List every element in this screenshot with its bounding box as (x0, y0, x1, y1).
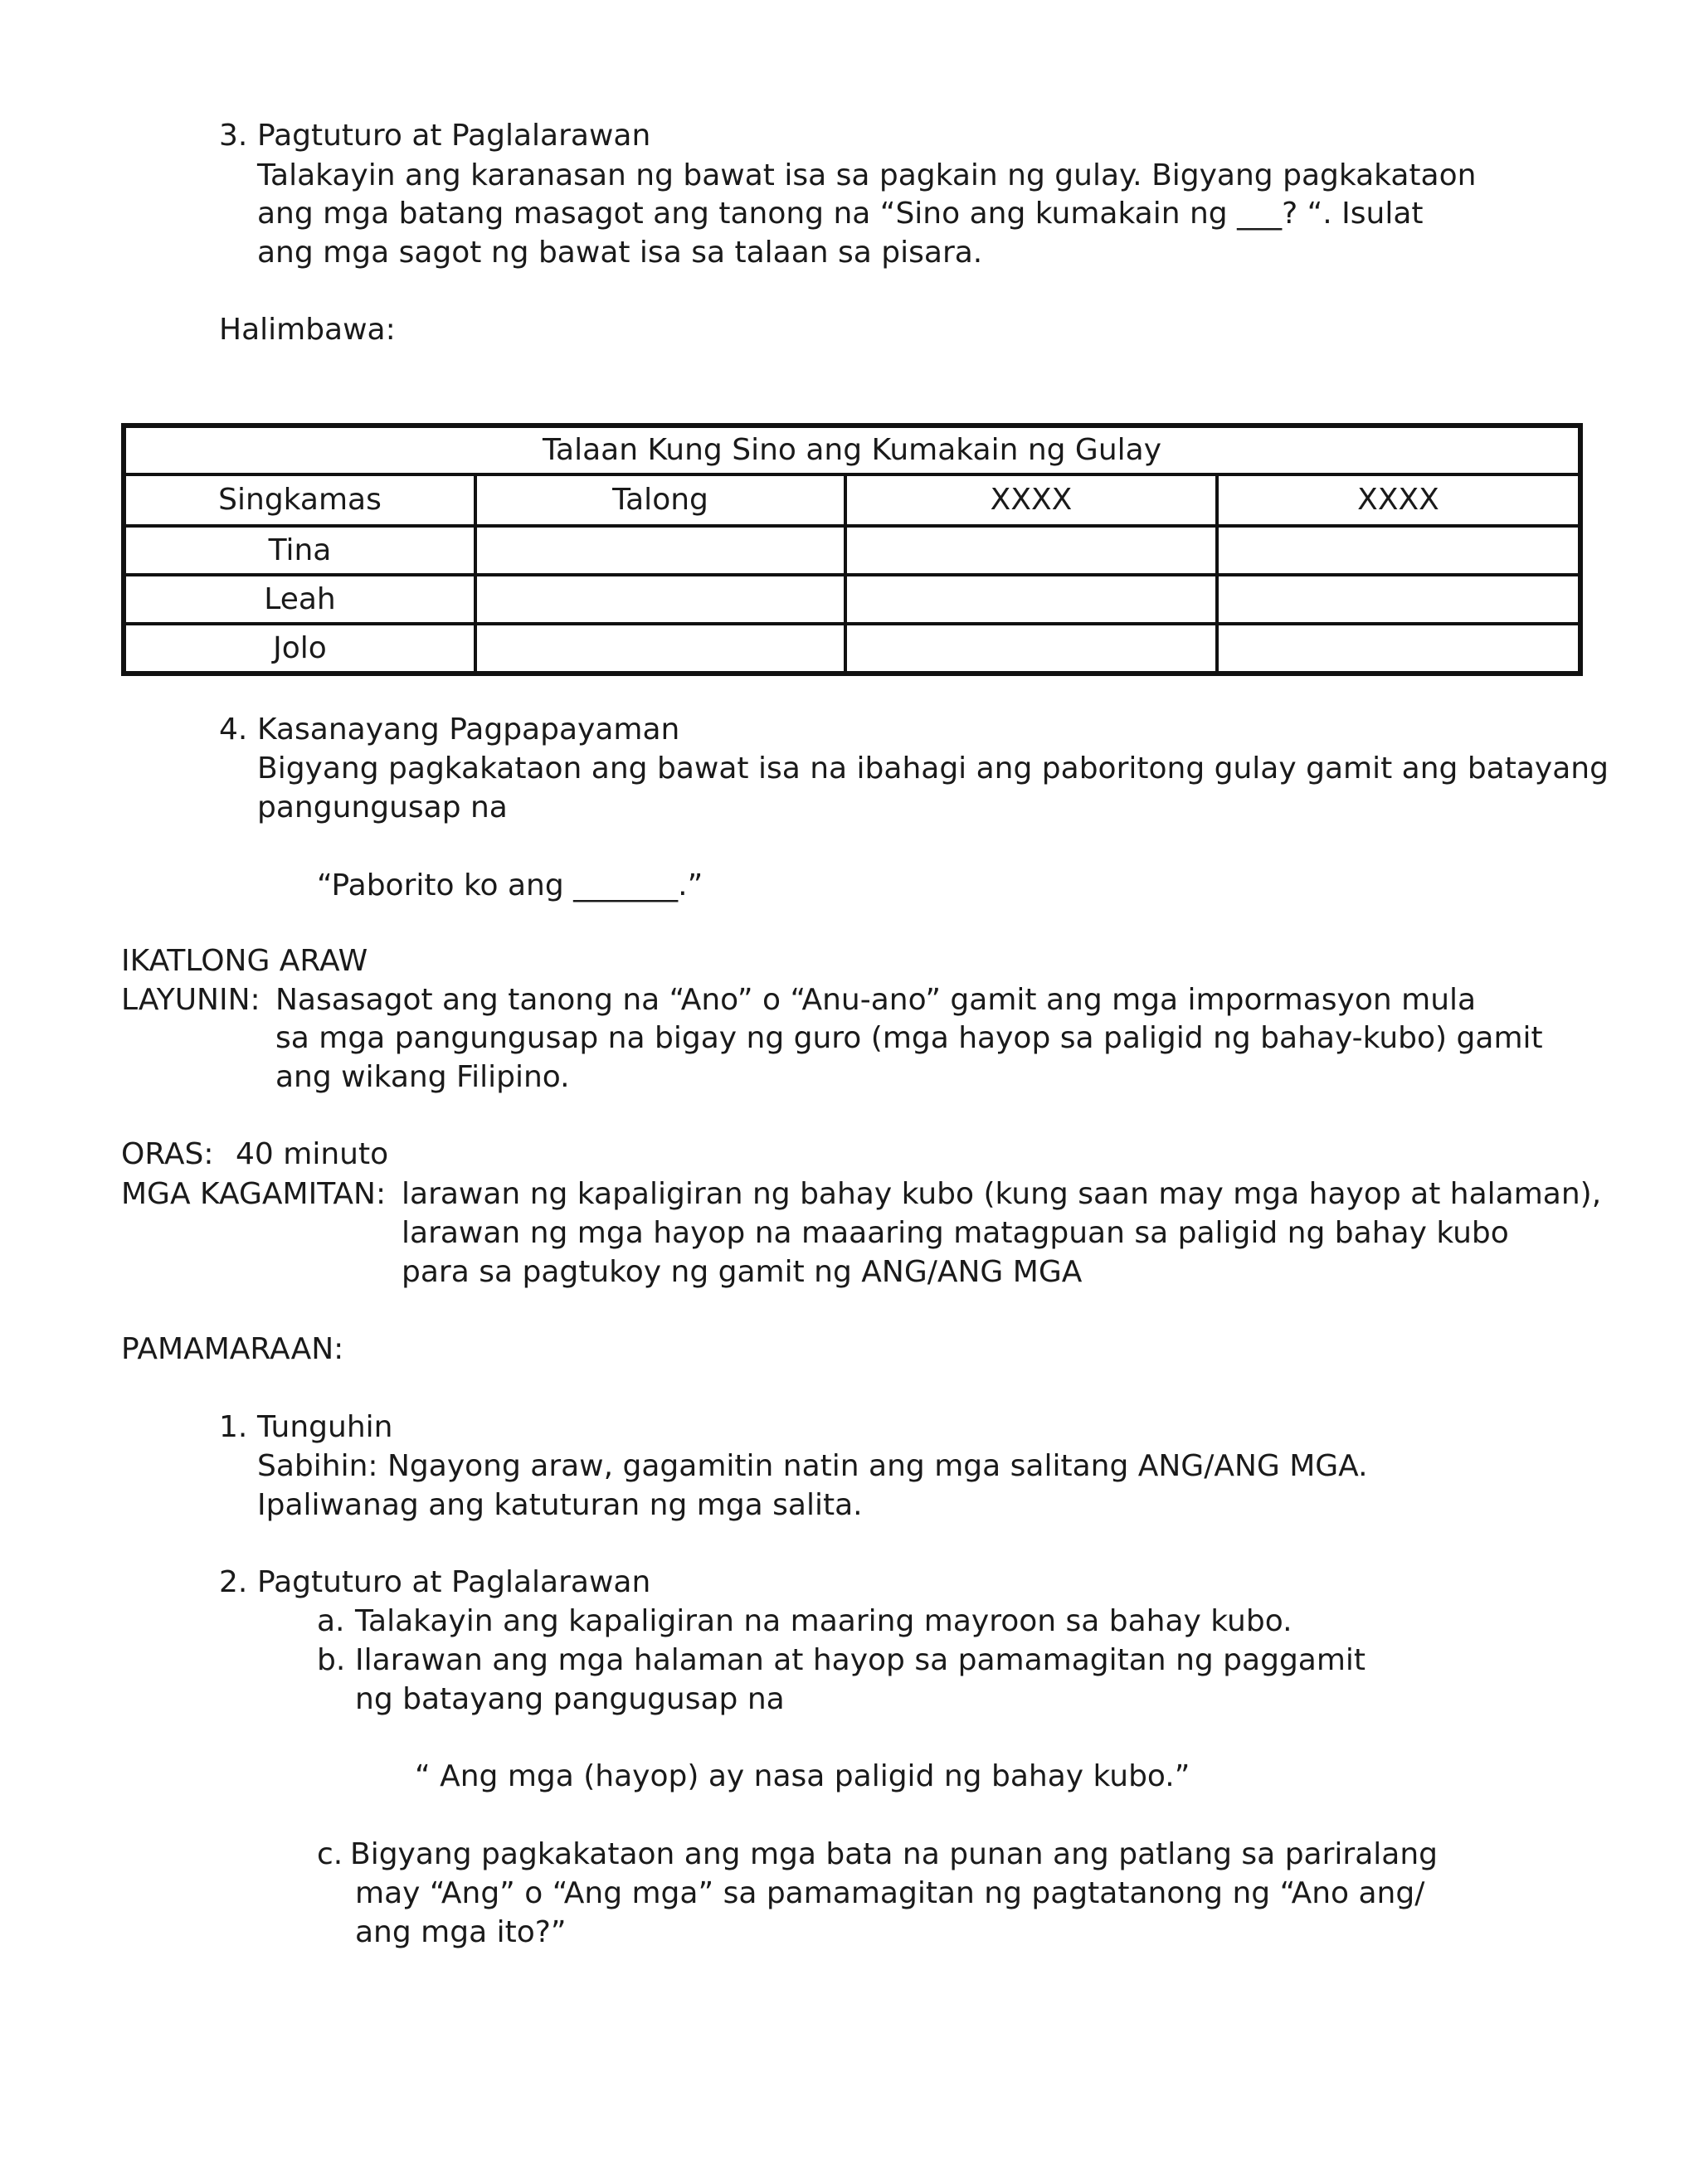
table-header-row (124, 474, 1580, 526)
table-cell (1217, 575, 1580, 624)
table-row (124, 526, 1580, 575)
step-1-line: Ipaliwanag ang katuturan ng mga salita. (257, 1488, 863, 1522)
table-header-cell: XXXX (1217, 474, 1580, 526)
step-2c-line: Bigyang pagkakataon ang mga bata na punan ang patlang sa pariralang (350, 1837, 1438, 1871)
step-2b-sentence: “ Ang mga (hayop) ay nasa paligid ng bahay kubo.” (415, 1759, 1190, 1793)
table-cell (845, 624, 1217, 674)
favorite-sentence: “Paborito ko ang _______.” (317, 868, 703, 902)
table-row (124, 575, 1580, 624)
step-2b-line: ng batayang pangugusap na (355, 1682, 785, 1716)
table-title: Talaan Kung Sino ang Kumakain ng Gulay (124, 426, 1580, 474)
table-header-cell: XXXX (845, 474, 1217, 526)
step-2-number: 2. (219, 1565, 248, 1599)
step-2b-label: b. (317, 1643, 346, 1677)
section-3-heading: Pagtuturo at Paglalarawan (257, 119, 651, 153)
step-2b-line: Ilarawan ang mga halaman at hayop sa pamamagitan ng paggamit (355, 1643, 1366, 1677)
table-cell (475, 624, 845, 674)
section-4-line: pangungusap na (257, 790, 508, 824)
step-2a-label: a. (317, 1604, 345, 1638)
section-3-number: 3. (219, 119, 248, 153)
step-2-heading: Pagtuturo at Paglalarawan (257, 1565, 651, 1599)
step-1-line: Sabihin: Ngayong araw, gagamitin natin ang mga salitang ANG/ANG MGA. (257, 1449, 1368, 1483)
table-header-cell: Singkamas (124, 474, 475, 526)
layunin-line: sa mga pangungusap na bigay ng guro (mga hayop sa paligid ng bahay-kubo) gamit (275, 1021, 1543, 1055)
step-1-heading: Tunguhin (257, 1410, 393, 1444)
table-header-cell: Talong (475, 474, 845, 526)
table-cell (475, 575, 845, 624)
day-3-title: IKATLONG ARAW (121, 944, 368, 978)
table-cell-name: Leah (124, 575, 475, 624)
layunin-line: ang wikang Filipino. (275, 1060, 570, 1094)
section-3-line: ang mga sagot ng bawat isa sa talaan sa pisara. (257, 236, 983, 270)
table-title-row (124, 426, 1580, 474)
step-2a-text: Talakayin ang kapaligiran na maaring mayroon sa bahay kubo. (355, 1604, 1293, 1638)
kagamitan-line: para sa pagtukoy ng gamit ng ANG/ANG MGA (402, 1255, 1083, 1289)
section-4-line: Bigyang pagkakataon ang bawat isa na ibahagi ang paboritong gulay gamit ang batayang (257, 752, 1609, 786)
step-2c-line: ang mga ito?” (355, 1915, 567, 1949)
section-3-line: Talakayin ang karanasan ng bawat isa sa pagkain ng gulay. Bigyang pagkakataon (257, 158, 1477, 192)
step-2c-line: may “Ang” o “Ang mga” sa pamamagitan ng pagtatanong ng “Ano ang/ (355, 1876, 1425, 1910)
layunin-label: LAYUNIN: (121, 983, 260, 1017)
kagamitan-label: MGA KAGAMITAN: (121, 1177, 387, 1211)
table-cell (1217, 624, 1580, 674)
pamamaraan-label: PAMAMARAAN: (121, 1332, 344, 1366)
step-1-number: 1. (219, 1410, 248, 1444)
table-row (124, 624, 1580, 674)
example-label: Halimbawa: (219, 313, 396, 347)
oras-label: ORAS: (121, 1137, 214, 1171)
table-cell (845, 526, 1217, 575)
table-cell (845, 575, 1217, 624)
vegetable-eaters-table (121, 423, 1583, 676)
section-3-line: ang mga batang masagot ang tanong na “Sino ang kumakain ng ___? “. Isulat (257, 197, 1424, 231)
kagamitan-line: larawan ng kapaligiran ng bahay kubo (kung saan may mga hayop at halaman), (402, 1177, 1602, 1211)
table-cell (1217, 526, 1580, 575)
oras-value: 40 minuto (236, 1137, 389, 1171)
kagamitan-line: larawan ng mga hayop na maaaring matagpuan sa paligid ng bahay kubo (402, 1216, 1509, 1250)
section-4-heading: Kasanayang Pagpapayaman (257, 713, 680, 747)
table-cell (475, 526, 845, 575)
layunin-line: Nasasagot ang tanong na “Ano” o “Anu-ano” gamit ang mga impormasyon mula (275, 983, 1477, 1017)
table-cell-name: Jolo (124, 624, 475, 674)
step-2c-label: c. (317, 1837, 343, 1871)
table-cell-name: Tina (124, 526, 475, 575)
section-4-number: 4. (219, 713, 248, 747)
